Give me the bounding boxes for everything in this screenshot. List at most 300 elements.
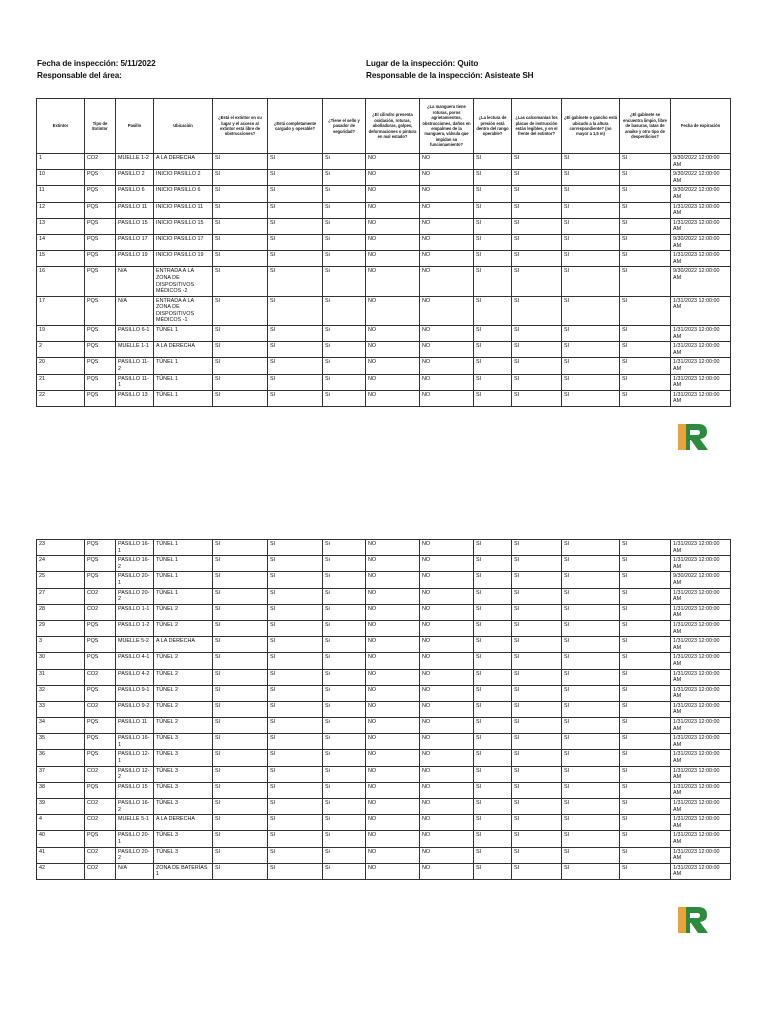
table-cell: SI xyxy=(620,637,671,653)
table-cell: SI xyxy=(213,374,268,390)
table-cell: 1/31/2023 12:00:00 AM xyxy=(671,358,731,374)
table-cell: 27 xyxy=(37,588,85,604)
table-cell: SI xyxy=(213,782,268,798)
table-cell: NO xyxy=(366,847,420,863)
column-header: ¿Tiene el sello y pasador de seguridad? xyxy=(323,99,366,154)
table-cell: SI xyxy=(268,734,323,750)
table-cell: SI xyxy=(562,218,620,234)
table-cell: SI xyxy=(562,267,620,296)
table-cell: PASILLO 15 xyxy=(116,218,154,234)
table-cell: NO xyxy=(420,540,474,556)
table-cell: 9/30/2022 12:00:00 AM xyxy=(671,154,731,170)
table-cell: SI xyxy=(213,588,268,604)
table-cell: SI xyxy=(512,251,562,267)
table-cell: SI xyxy=(512,831,562,847)
table-cell: SI xyxy=(268,267,323,296)
table-cell: PASILLO 9-1 xyxy=(116,685,154,701)
table-cell: NO xyxy=(420,358,474,374)
table-cell: TÚNEL 3 xyxy=(154,847,213,863)
table-cell: SI xyxy=(213,556,268,572)
table-cell: TÚNEL 1 xyxy=(154,390,213,406)
table-cell: TÚNEL 1 xyxy=(154,588,213,604)
table-cell: NO xyxy=(420,685,474,701)
table-row xyxy=(37,588,731,604)
table-cell: SI xyxy=(213,653,268,669)
table-cell: N/A xyxy=(116,296,154,325)
table-cell: 1/31/2023 12:00:00 AM xyxy=(671,863,731,879)
column-header: ¿La manguera tiene roturas, poros agrietamientos, obstrucciones, daños en empalmes de la manguera, válvula que impidan su funcionamiento? xyxy=(420,99,474,154)
table-cell: NO xyxy=(366,815,420,831)
table-cell: SI xyxy=(620,202,671,218)
column-header: Fecha de expiración xyxy=(671,99,731,154)
table-cell: NO xyxy=(366,390,420,406)
table-cell: Si xyxy=(323,390,366,406)
table-cell: PASILLO 16-1 xyxy=(116,734,154,750)
table-cell: SI xyxy=(213,766,268,782)
table-cell: Si xyxy=(323,218,366,234)
table-row xyxy=(37,604,731,620)
table-cell: NO xyxy=(366,154,420,170)
table-cell: SI xyxy=(213,685,268,701)
table-cell: SI xyxy=(213,358,268,374)
table-cell: 3 xyxy=(37,637,85,653)
table-cell: SI xyxy=(213,267,268,296)
table-cell: SI xyxy=(620,326,671,342)
table-cell: SI xyxy=(474,251,512,267)
table-cell: SI xyxy=(474,296,512,325)
table-cell: 31 xyxy=(37,669,85,685)
table-cell: NO xyxy=(366,540,420,556)
table-cell: ENTRADA A LA ZONA DE DISPOSITIVOS MÉDICOS -1 xyxy=(154,296,213,325)
table-cell: PASILLO 6 xyxy=(116,186,154,202)
table-cell: PASILLO 20-2 xyxy=(116,847,154,863)
table-row xyxy=(37,234,731,250)
area-responsible-label: Responsable del área: xyxy=(37,71,122,80)
table-cell: Si xyxy=(323,734,366,750)
table-cell: 1/31/2023 12:00:00 AM xyxy=(671,653,731,669)
inspection-location-label: Lugar de la inspección: xyxy=(366,59,456,68)
table-cell: SI xyxy=(268,170,323,186)
table-cell: PASILLO 19 xyxy=(116,251,154,267)
table-cell: SI xyxy=(512,326,562,342)
table-cell: PASILLO 20-2 xyxy=(116,588,154,604)
table-cell: NO xyxy=(420,390,474,406)
table-cell: TÚNEL 2 xyxy=(154,669,213,685)
column-header: Pasillo xyxy=(116,99,154,154)
table-cell: SI xyxy=(268,326,323,342)
table-cell: SI xyxy=(562,390,620,406)
inspection-responsible-label: Responsable de la inspección: xyxy=(366,71,483,80)
table-cell: PASILLO 1-2 xyxy=(116,620,154,636)
table-cell: NO xyxy=(420,750,474,766)
table-cell: SI xyxy=(620,358,671,374)
table-cell: SI xyxy=(268,186,323,202)
table-cell: SI xyxy=(562,782,620,798)
table-cell: Si xyxy=(323,186,366,202)
table-cell: SI xyxy=(474,390,512,406)
table-cell: SI xyxy=(268,685,323,701)
table-row xyxy=(37,734,731,750)
table-cell: 20 xyxy=(37,358,85,374)
table-cell: 40 xyxy=(37,831,85,847)
table-cell: NO xyxy=(420,374,474,390)
table-cell: PASILLO 12-1 xyxy=(116,750,154,766)
table-cell: SI xyxy=(213,251,268,267)
table-cell: SI xyxy=(474,374,512,390)
table-cell: INICIO PASILLO 17 xyxy=(154,234,213,250)
table-cell: SI xyxy=(474,267,512,296)
table-cell: 1/31/2023 12:00:00 AM xyxy=(671,296,731,325)
table-cell: NO xyxy=(420,326,474,342)
table-row xyxy=(37,296,731,325)
table-cell: SI xyxy=(562,326,620,342)
table-cell: SI xyxy=(512,234,562,250)
table-cell: SI xyxy=(268,154,323,170)
table-cell: Si xyxy=(323,234,366,250)
table-cell: 16 xyxy=(37,267,85,296)
table-cell: NO xyxy=(420,154,474,170)
table-cell: SI xyxy=(213,326,268,342)
table-cell: NO xyxy=(366,734,420,750)
table-cell: 19 xyxy=(37,326,85,342)
table-cell: NO xyxy=(366,267,420,296)
table-cell: SI xyxy=(512,186,562,202)
table-cell: SI xyxy=(562,296,620,325)
table-cell: SI xyxy=(213,669,268,685)
table-cell: SI xyxy=(474,588,512,604)
inspection-responsible xyxy=(366,71,534,80)
table-cell: SI xyxy=(474,815,512,831)
table-cell: Si xyxy=(323,556,366,572)
table-row xyxy=(37,170,731,186)
table-cell: SI xyxy=(512,556,562,572)
table-cell: SI xyxy=(562,358,620,374)
table-cell: 1/31/2023 12:00:00 AM xyxy=(671,669,731,685)
table-cell: SI xyxy=(268,620,323,636)
table-cell: PQS xyxy=(85,170,116,186)
table-cell: PQS xyxy=(85,750,116,766)
table-cell: Si xyxy=(323,669,366,685)
table-row xyxy=(37,374,731,390)
table-row xyxy=(37,186,731,202)
table-cell: 9/30/2022 12:00:00 AM xyxy=(671,234,731,250)
company-logo-icon xyxy=(676,905,710,935)
table-cell: SI xyxy=(268,572,323,588)
table-cell: SI xyxy=(512,669,562,685)
table-cell: TÚNEL 1 xyxy=(154,326,213,342)
table-cell: SI xyxy=(620,669,671,685)
table-cell: SI xyxy=(512,685,562,701)
table-cell: PASILLO 11-1 xyxy=(116,374,154,390)
table-cell: PASILLO 20-1 xyxy=(116,831,154,847)
table-cell: PASILLO 4-2 xyxy=(116,669,154,685)
table-cell: NO xyxy=(420,296,474,325)
table-cell: 1/31/2023 12:00:00 AM xyxy=(671,847,731,863)
table-cell: SI xyxy=(474,863,512,879)
table-cell: SI xyxy=(474,170,512,186)
table-cell: SI xyxy=(512,718,562,734)
table-cell: Si xyxy=(323,154,366,170)
column-header: Tipo de Extintor xyxy=(85,99,116,154)
table-cell: SI xyxy=(474,218,512,234)
table-cell: TÚNEL 3 xyxy=(154,766,213,782)
table-cell: NO xyxy=(366,766,420,782)
table-cell: NO xyxy=(366,863,420,879)
table-cell: N/A xyxy=(116,863,154,879)
inspection-date-label: Fecha de inspección: xyxy=(37,59,119,68)
table-cell: SI xyxy=(213,750,268,766)
table-cell: SI xyxy=(562,734,620,750)
table-cell: SI xyxy=(474,604,512,620)
table-cell: 10 xyxy=(37,170,85,186)
table-cell: A LA DERECHA xyxy=(154,342,213,358)
table-cell: SI xyxy=(474,766,512,782)
table-cell: 1/31/2023 12:00:00 AM xyxy=(671,202,731,218)
inspection-date xyxy=(37,59,156,68)
table-cell: PQS xyxy=(85,326,116,342)
inspection-location xyxy=(366,59,478,68)
table-cell: NO xyxy=(420,831,474,847)
table-cell: 9/30/2022 12:00:00 AM xyxy=(671,186,731,202)
table-cell: SI xyxy=(213,637,268,653)
table-cell: SI xyxy=(620,374,671,390)
table-cell: NO xyxy=(420,734,474,750)
table-cell: NO xyxy=(366,620,420,636)
table-cell: NO xyxy=(366,718,420,734)
table-cell: Si xyxy=(323,342,366,358)
table-cell: 23 xyxy=(37,540,85,556)
table-cell: NO xyxy=(420,815,474,831)
table-cell: SI xyxy=(474,847,512,863)
table-cell: INICIO PASILLO 11 xyxy=(154,202,213,218)
table-cell: 1/31/2023 12:00:00 AM xyxy=(671,218,731,234)
table-cell: NO xyxy=(366,186,420,202)
table-row xyxy=(37,685,731,701)
table-cell: 33 xyxy=(37,701,85,717)
table-cell: Si xyxy=(323,588,366,604)
table-cell: CO2 xyxy=(85,701,116,717)
table-row xyxy=(37,831,731,847)
table-cell: SI xyxy=(474,637,512,653)
table-cell: CO2 xyxy=(85,815,116,831)
table-cell: Si xyxy=(323,847,366,863)
table-cell: 1 xyxy=(37,154,85,170)
table-cell: PQS xyxy=(85,390,116,406)
table-cell: 29 xyxy=(37,620,85,636)
column-header: ¿El gabinete se encuentra limpio, libre de basuras, latas de anaike y otro tipo de desperdicios? xyxy=(620,99,671,154)
table-cell: CO2 xyxy=(85,588,116,604)
table-cell: Si xyxy=(323,637,366,653)
table-cell: SI xyxy=(562,863,620,879)
table-cell: NO xyxy=(420,653,474,669)
table-cell: SI xyxy=(512,815,562,831)
table-row xyxy=(37,750,731,766)
table-cell: SI xyxy=(213,620,268,636)
inspection-responsible-value: Asisteate SH xyxy=(484,71,534,80)
table-cell: SI xyxy=(268,653,323,669)
table-cell: SI xyxy=(268,815,323,831)
table-cell: SI xyxy=(512,154,562,170)
table-cell: PASILLO 11 xyxy=(116,718,154,734)
table-cell: PQS xyxy=(85,572,116,588)
table-cell: NO xyxy=(366,588,420,604)
table-cell: SI xyxy=(268,847,323,863)
table-cell: SI xyxy=(620,296,671,325)
table-cell: PASILLO 16-2 xyxy=(116,799,154,815)
table-cell: SI xyxy=(620,154,671,170)
table-cell: TÚNEL 1 xyxy=(154,358,213,374)
table-cell: 1/31/2023 12:00:00 AM xyxy=(671,251,731,267)
table-cell: SI xyxy=(268,251,323,267)
column-header: ¿Está el extintor en su lugar y el acceso al extintor está libre de obstrucciones? xyxy=(213,99,268,154)
table-cell: NO xyxy=(366,251,420,267)
column-header: ¿El cilindro presenta oxidación, roturas, abolladuras, golpes, deformaciones o pintura en mal estado? xyxy=(366,99,420,154)
table-cell: PQS xyxy=(85,218,116,234)
table-cell: Si xyxy=(323,267,366,296)
table-cell: NO xyxy=(366,170,420,186)
table-cell: SI xyxy=(213,342,268,358)
table-cell: NO xyxy=(366,234,420,250)
table-cell: SI xyxy=(474,572,512,588)
table-cell: SI xyxy=(562,831,620,847)
table-cell: 1/31/2023 12:00:00 AM xyxy=(671,815,731,831)
table-cell: CO2 xyxy=(85,669,116,685)
table-cell: SI xyxy=(213,296,268,325)
table-cell: PASILLO 16-1 xyxy=(116,540,154,556)
table-cell: Si xyxy=(323,620,366,636)
table-cell: SI xyxy=(268,342,323,358)
table-row xyxy=(37,251,731,267)
table-cell: TÚNEL 2 xyxy=(154,620,213,636)
table-cell: NO xyxy=(366,750,420,766)
column-header: ¿La lectura de presión está dentro del rango operable? xyxy=(474,99,512,154)
table-cell: 1/31/2023 12:00:00 AM xyxy=(671,390,731,406)
table-cell: SI xyxy=(268,556,323,572)
table-cell: 1/31/2023 12:00:00 AM xyxy=(671,685,731,701)
table-cell: Si xyxy=(323,202,366,218)
table-cell: TÚNEL 2 xyxy=(154,718,213,734)
table-cell: PASILLO 2 xyxy=(116,170,154,186)
table-cell: SI xyxy=(268,782,323,798)
table-cell: SI xyxy=(474,701,512,717)
table-row xyxy=(37,218,731,234)
table-cell: 13 xyxy=(37,218,85,234)
table-cell: PQS xyxy=(85,782,116,798)
table-row xyxy=(37,669,731,685)
table-cell: Si xyxy=(323,718,366,734)
table-cell: SI xyxy=(512,540,562,556)
table-cell: 35 xyxy=(37,734,85,750)
table-cell: SI xyxy=(620,799,671,815)
table-cell: PQS xyxy=(85,540,116,556)
table-cell: CO2 xyxy=(85,799,116,815)
table-cell: 11 xyxy=(37,186,85,202)
table-cell: NO xyxy=(366,326,420,342)
table-cell: PQS xyxy=(85,296,116,325)
table-cell: SI xyxy=(562,685,620,701)
table-cell: SI xyxy=(213,799,268,815)
table-cell: SI xyxy=(213,202,268,218)
table-cell: A LA DERECHA xyxy=(154,637,213,653)
table-cell: SI xyxy=(620,718,671,734)
table-cell: Si xyxy=(323,170,366,186)
table-cell: TÚNEL 2 xyxy=(154,701,213,717)
table-cell: NO xyxy=(420,170,474,186)
table-cell: SI xyxy=(562,815,620,831)
table-cell: Si xyxy=(323,653,366,669)
table-row xyxy=(37,766,731,782)
table-cell: SI xyxy=(474,799,512,815)
table-cell: SI xyxy=(562,588,620,604)
table-cell: NO xyxy=(366,782,420,798)
table-cell: SI xyxy=(512,374,562,390)
table-cell: SI xyxy=(620,685,671,701)
table-cell: SI xyxy=(213,218,268,234)
column-header: Ubicación xyxy=(154,99,213,154)
table-cell: NO xyxy=(420,637,474,653)
table-cell: SI xyxy=(512,202,562,218)
table-cell: Si xyxy=(323,815,366,831)
table-cell: CO2 xyxy=(85,766,116,782)
table-cell: Si xyxy=(323,358,366,374)
table-cell: 1/31/2023 12:00:00 AM xyxy=(671,734,731,750)
column-header: Extintor xyxy=(37,99,85,154)
table-cell: SI xyxy=(512,170,562,186)
table-cell: PQS xyxy=(85,251,116,267)
table-cell: TÚNEL 2 xyxy=(154,653,213,669)
table-cell: SI xyxy=(474,653,512,669)
table-cell: Si xyxy=(323,766,366,782)
table-cell: 17 xyxy=(37,296,85,325)
table-cell: Si xyxy=(323,799,366,815)
table-cell: Si xyxy=(323,685,366,701)
table-cell: 4 xyxy=(37,815,85,831)
table-cell: SI xyxy=(562,653,620,669)
table-cell: PQS xyxy=(85,718,116,734)
table-cell: CO2 xyxy=(85,154,116,170)
table-cell: SI xyxy=(213,718,268,734)
table-row xyxy=(37,154,731,170)
table-cell: PQS xyxy=(85,358,116,374)
table-cell: NO xyxy=(366,653,420,669)
table-cell: SI xyxy=(213,170,268,186)
table-cell: SI xyxy=(474,831,512,847)
table-cell: 2 xyxy=(37,342,85,358)
table-cell: N/A xyxy=(116,267,154,296)
table-cell: SI xyxy=(562,572,620,588)
table-cell: SI xyxy=(512,863,562,879)
table-cell: NO xyxy=(420,669,474,685)
table-cell: NO xyxy=(366,799,420,815)
table-cell: 9/30/2022 12:00:00 AM xyxy=(671,170,731,186)
table-cell: SI xyxy=(268,202,323,218)
table-cell: SI xyxy=(512,588,562,604)
table-cell: 1/31/2023 12:00:00 AM xyxy=(671,604,731,620)
table-cell: A LA DERECHA xyxy=(154,815,213,831)
table-cell: SI xyxy=(512,750,562,766)
table-cell: SI xyxy=(562,620,620,636)
table-cell: SI xyxy=(512,218,562,234)
table-cell: SI xyxy=(512,653,562,669)
table-cell: ENTRADA A LA ZONA DE DISPOSITIVOS MÉDICOS -2 xyxy=(154,267,213,296)
table-cell: 1/31/2023 12:00:00 AM xyxy=(671,326,731,342)
table-cell: SI xyxy=(562,154,620,170)
table-cell: SI xyxy=(562,170,620,186)
table-cell: SI xyxy=(512,766,562,782)
table-cell: SI xyxy=(562,202,620,218)
table-cell: SI xyxy=(620,863,671,879)
table-cell: Si xyxy=(323,374,366,390)
